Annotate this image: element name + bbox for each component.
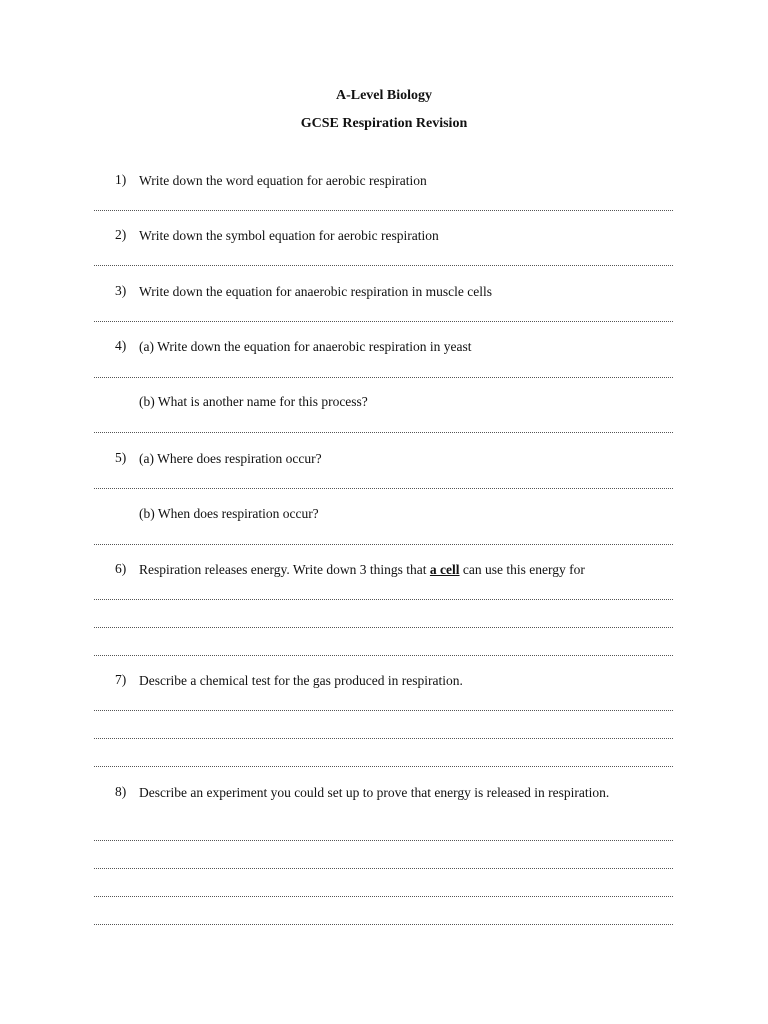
- answer-line[interactable]: [94, 627, 673, 628]
- answer-line[interactable]: [94, 868, 673, 869]
- answer-line[interactable]: [94, 840, 673, 841]
- answer-line[interactable]: [94, 655, 673, 656]
- answer-line[interactable]: [94, 488, 673, 489]
- question-8-number: 8): [115, 784, 127, 799]
- question-5a-text: (a) Where does respiration occur?: [139, 451, 322, 466]
- question-5-number: 5): [115, 450, 127, 465]
- answer-line[interactable]: [94, 210, 673, 211]
- question-4a-text: (a) Write down the equation for anaerobic respiration in yeast: [139, 339, 472, 354]
- answer-line[interactable]: [94, 896, 673, 897]
- question-7-text: Describe a chemical test for the gas produced in respiration.: [139, 673, 463, 688]
- question-1-text: Write down the word equation for aerobic respiration: [139, 173, 427, 188]
- answer-line[interactable]: [94, 544, 673, 545]
- page-title: A-Level Biology: [335, 88, 433, 103]
- answer-line[interactable]: [94, 710, 673, 711]
- question-2-text: Write down the symbol equation for aerobic respiration: [139, 228, 439, 243]
- answer-line[interactable]: [94, 924, 673, 925]
- answer-line[interactable]: [94, 766, 673, 767]
- question-2-number: 2): [115, 227, 127, 242]
- question-6-text-start: Respiration releases energy. Write down 3 things that: [139, 562, 430, 577]
- question-1-number: 1): [115, 172, 127, 187]
- answer-line[interactable]: [94, 377, 673, 378]
- answer-line[interactable]: [94, 738, 673, 739]
- question-6-number: 6): [115, 561, 127, 576]
- question-8-text: Describe an experiment you could set up to prove that energy is released in respiration.: [139, 785, 610, 800]
- question-3-number: 3): [115, 283, 127, 298]
- question-4b-text: (b) What is another name for this process?: [139, 394, 368, 409]
- question-3-text: Write down the equation for anaerobic respiration in muscle cells: [139, 284, 492, 299]
- question-4-number: 4): [115, 338, 127, 353]
- answer-line[interactable]: [94, 432, 673, 433]
- question-6-text-end: can use this energy for: [459, 562, 585, 577]
- answer-line[interactable]: [94, 265, 673, 266]
- question-6-text: [139, 561, 639, 578]
- answer-line[interactable]: [94, 599, 673, 600]
- question-7-number: 7): [115, 672, 127, 687]
- page-subtitle: GCSE Respiration Revision: [300, 116, 468, 131]
- question-5b-text: (b) When does respiration occur?: [139, 506, 319, 521]
- answer-line[interactable]: [94, 321, 673, 322]
- question-6-emphasis: a cell: [429, 562, 460, 577]
